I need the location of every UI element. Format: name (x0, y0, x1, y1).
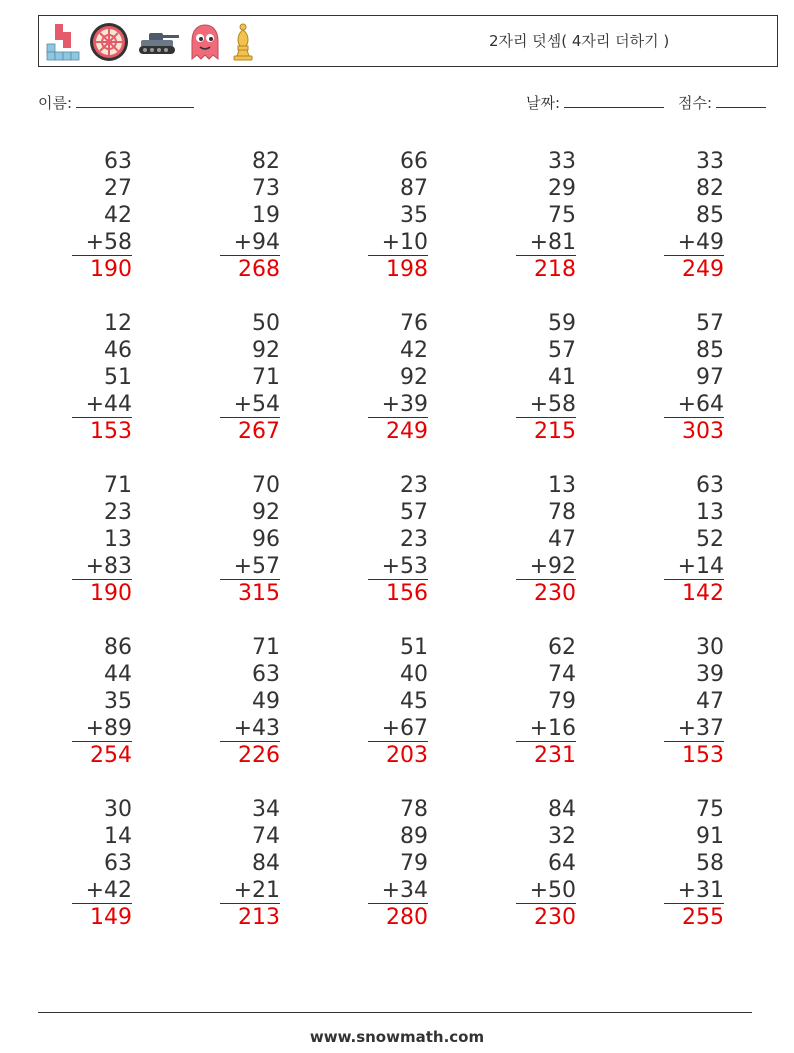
addition-problem (664, 796, 724, 931)
ghost-icon (189, 23, 221, 61)
addend-4: +64 (664, 391, 724, 418)
addend-1: 78 (400, 797, 428, 822)
addition-problem (368, 796, 428, 931)
addition-problem (368, 148, 428, 283)
answer: 142 (682, 581, 724, 606)
addend-3: 45 (400, 689, 428, 714)
addend-4: +16 (516, 715, 576, 742)
addend-2: 39 (696, 662, 724, 687)
addend-4: +50 (516, 877, 576, 904)
addition-problem (220, 310, 280, 445)
addend-4: +67 (368, 715, 428, 742)
addend-3: 47 (696, 689, 724, 714)
addend-4: +83 (72, 553, 132, 580)
addend-2: 40 (400, 662, 428, 687)
addend-4: +34 (368, 877, 428, 904)
addend-4: +39 (368, 391, 428, 418)
answer: 280 (386, 905, 428, 930)
addend-2: 73 (252, 176, 280, 201)
addend-3: 96 (252, 527, 280, 552)
addend-4: +37 (664, 715, 724, 742)
answer: 249 (682, 257, 724, 282)
chess-bishop-icon (229, 22, 257, 62)
addend-2: 29 (548, 176, 576, 201)
addition-problem (72, 310, 132, 445)
addition-problem (516, 148, 576, 283)
addend-3: 85 (696, 203, 724, 228)
addend-1: 34 (252, 797, 280, 822)
addend-3: 63 (104, 851, 132, 876)
answer: 268 (238, 257, 280, 282)
addition-problem (664, 634, 724, 769)
addend-3: 35 (400, 203, 428, 228)
date-label: 날짜: (526, 94, 561, 112)
addend-1: 33 (548, 149, 576, 174)
answer: 249 (386, 419, 428, 444)
addend-2: 57 (400, 500, 428, 525)
addend-1: 63 (696, 473, 724, 498)
addition-problem (72, 472, 132, 607)
addition-problem (516, 310, 576, 445)
addition-problem (368, 634, 428, 769)
addition-problem (664, 148, 724, 283)
addend-1: 66 (400, 149, 428, 174)
answer: 156 (386, 581, 428, 606)
addend-4: +31 (664, 877, 724, 904)
addend-1: 12 (104, 311, 132, 336)
answer: 303 (682, 419, 724, 444)
addend-1: 71 (252, 635, 280, 660)
addend-2: 82 (696, 176, 724, 201)
addend-2: 91 (696, 824, 724, 849)
addend-2: 89 (400, 824, 428, 849)
addend-3: 79 (548, 689, 576, 714)
addition-problem (220, 634, 280, 769)
addend-3: 23 (400, 527, 428, 552)
answer: 231 (534, 743, 576, 768)
addend-4: +21 (220, 877, 280, 904)
addend-3: 52 (696, 527, 724, 552)
addend-4: +43 (220, 715, 280, 742)
addend-3: 51 (104, 365, 132, 390)
addend-1: 76 (400, 311, 428, 336)
answer: 315 (238, 581, 280, 606)
answer: 190 (90, 581, 132, 606)
date-field (526, 92, 664, 113)
addition-problem (72, 148, 132, 283)
addend-1: 51 (400, 635, 428, 660)
worksheet-header (38, 15, 778, 67)
addition-problem (220, 796, 280, 931)
addend-4: +81 (516, 229, 576, 256)
addition-problem (220, 148, 280, 283)
addend-2: 42 (400, 338, 428, 363)
addend-1: 82 (252, 149, 280, 174)
name-field (38, 92, 194, 113)
tank-icon (137, 27, 181, 57)
score-label: 점수: (678, 94, 713, 112)
answer: 218 (534, 257, 576, 282)
addend-2: 32 (548, 824, 576, 849)
answer: 149 (90, 905, 132, 930)
addend-4: +89 (72, 715, 132, 742)
addend-4: +53 (368, 553, 428, 580)
addend-3: 41 (548, 365, 576, 390)
answer: 267 (238, 419, 280, 444)
addition-problem (368, 310, 428, 445)
addend-2: 23 (104, 500, 132, 525)
addend-3: 97 (696, 365, 724, 390)
tetris-icon (45, 22, 81, 62)
addend-2: 92 (252, 500, 280, 525)
addend-2: 74 (252, 824, 280, 849)
answer: 198 (386, 257, 428, 282)
addend-1: 57 (696, 311, 724, 336)
addend-1: 30 (104, 797, 132, 822)
answer: 230 (534, 581, 576, 606)
footer-site: www.snowmath.com (309, 1028, 485, 1046)
addend-3: 13 (104, 527, 132, 552)
name-blank-line[interactable] (76, 93, 194, 108)
addend-1: 86 (104, 635, 132, 660)
addition-problem (220, 472, 280, 607)
addend-3: 42 (104, 203, 132, 228)
addend-3: 84 (252, 851, 280, 876)
addition-problem (368, 472, 428, 607)
answer: 203 (386, 743, 428, 768)
addend-1: 63 (104, 149, 132, 174)
addend-3: 47 (548, 527, 576, 552)
answer: 153 (682, 743, 724, 768)
addend-2: 85 (696, 338, 724, 363)
answer: 213 (238, 905, 280, 930)
addend-3: 75 (548, 203, 576, 228)
addend-1: 23 (400, 473, 428, 498)
addend-3: 92 (400, 365, 428, 390)
answer: 226 (238, 743, 280, 768)
addend-2: 78 (548, 500, 576, 525)
addend-4: +42 (72, 877, 132, 904)
worksheet-title: 2자리 덧셈( 4자리 더하기 ) (489, 32, 670, 50)
date-blank-line[interactable] (564, 93, 664, 108)
addend-4: +44 (72, 391, 132, 418)
addend-3: 79 (400, 851, 428, 876)
name-label: 이름: (38, 94, 73, 112)
addend-1: 70 (252, 473, 280, 498)
addition-problem (664, 472, 724, 607)
addition-problem (516, 634, 576, 769)
addend-3: 19 (252, 203, 280, 228)
addend-2: 87 (400, 176, 428, 201)
addend-1: 71 (104, 473, 132, 498)
addend-2: 27 (104, 176, 132, 201)
addend-4: +14 (664, 553, 724, 580)
addend-2: 46 (104, 338, 132, 363)
addend-2: 13 (696, 500, 724, 525)
addition-problem (516, 472, 576, 607)
addend-4: +54 (220, 391, 280, 418)
addend-2: 44 (104, 662, 132, 687)
addend-3: 35 (104, 689, 132, 714)
addend-1: 84 (548, 797, 576, 822)
addend-4: +92 (516, 553, 576, 580)
answer: 153 (90, 419, 132, 444)
addend-1: 62 (548, 635, 576, 660)
addend-4: +58 (516, 391, 576, 418)
addend-4: +57 (220, 553, 280, 580)
answer: 254 (90, 743, 132, 768)
addend-4: +49 (664, 229, 724, 256)
footer-divider (38, 1012, 752, 1013)
addition-problem (664, 310, 724, 445)
addition-problem (72, 634, 132, 769)
addend-3: 58 (696, 851, 724, 876)
addend-3: 49 (252, 689, 280, 714)
addend-1: 33 (696, 149, 724, 174)
answer: 230 (534, 905, 576, 930)
addend-1: 75 (696, 797, 724, 822)
addend-3: 64 (548, 851, 576, 876)
score-field (678, 92, 766, 113)
addend-1: 30 (696, 635, 724, 660)
addend-3: 71 (252, 365, 280, 390)
addend-1: 59 (548, 311, 576, 336)
addend-2: 92 (252, 338, 280, 363)
score-blank-line[interactable] (716, 93, 766, 108)
addend-4: +94 (220, 229, 280, 256)
addend-2: 57 (548, 338, 576, 363)
addend-4: +58 (72, 229, 132, 256)
header-icons (45, 20, 257, 64)
answer: 215 (534, 419, 576, 444)
addition-problem (72, 796, 132, 931)
addend-1: 13 (548, 473, 576, 498)
addend-2: 74 (548, 662, 576, 687)
addend-1: 50 (252, 311, 280, 336)
addition-problem (516, 796, 576, 931)
dartboard-icon (89, 22, 129, 62)
addend-4: +10 (368, 229, 428, 256)
addend-2: 63 (252, 662, 280, 687)
answer: 190 (90, 257, 132, 282)
addend-2: 14 (104, 824, 132, 849)
answer: 255 (682, 905, 724, 930)
